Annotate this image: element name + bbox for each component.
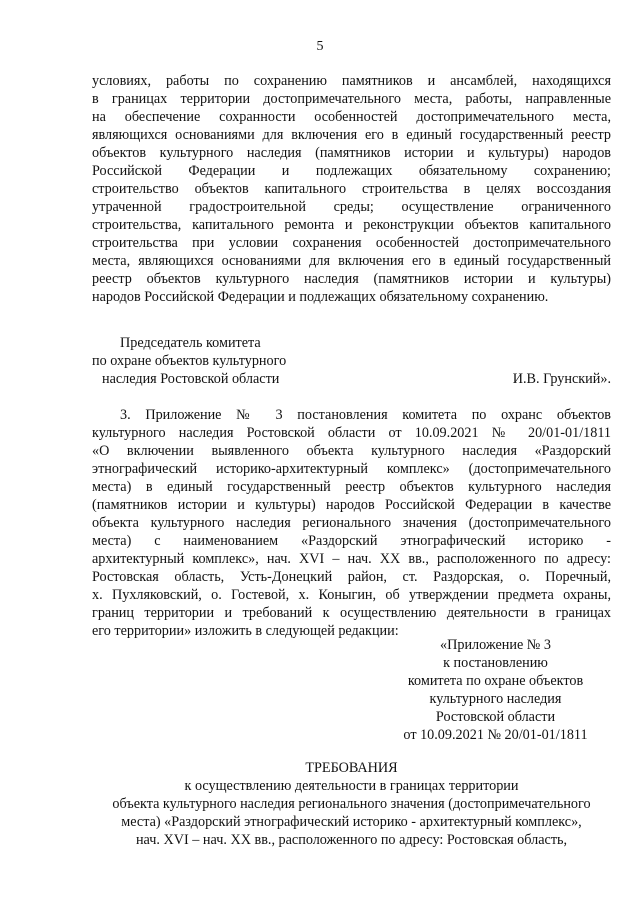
item3-line: (памятников истории и культуры) народов Российской Федерации в качестве — [92, 497, 611, 513]
paragraph-line: Российской Федерации и подлежащих обязательному сохранению; — [92, 163, 611, 179]
item3-line: места) с наименованием «Раздорский этнографический историко - — [92, 533, 611, 549]
item3-line: архитектурный комплекс», нач. XVI – нач. XX вв., расположенного по адресу: — [92, 551, 611, 567]
signature-position-line: по охране объектов культурного — [92, 353, 287, 369]
appendix-header-line: культурного наследия — [429, 691, 562, 707]
paragraph-line: народов Российской Федерации и подлежащих обязательному сохранению. — [92, 289, 549, 305]
paragraph-line: объектов культурного наследия (памятников истории и культуры) народов — [92, 145, 611, 161]
requirements-title: ТРЕБОВАНИЯ — [305, 760, 398, 776]
item3-line: х. Пухляковский, о. Гостевой, х. Коныгин, об утверждении предмета охраны, — [92, 587, 611, 603]
appendix-header-line: «Приложение № 3 — [440, 637, 551, 653]
item3-line: «О включении выявленного объекта культурного наследия «Раздорский — [92, 443, 611, 459]
appendix-header-line: от 10.09.2021 № 20/01-01/1811 — [403, 727, 588, 743]
signature-position-line: наследия Ростовской области — [102, 371, 280, 387]
paragraph-line: строительство объектов капитального строительства в целях воссоздания — [92, 181, 611, 197]
item3-line: культурного наследия Ростовской области от 10.09.2021 № 20/01-01/1811 — [92, 425, 611, 441]
paragraph-line: реестр объектов культурного наследия (памятников истории и культуры) — [92, 271, 611, 287]
paragraph-line: строительства, капитального ремонта и реконструкции объектов капитального — [92, 217, 611, 233]
paragraph-line: в границах территории достопримечательного места, работы, направленные — [92, 91, 611, 107]
item3-line: Ростовская область, Усть-Донецкий район, ст. Раздорская, о. Поречный, — [92, 569, 611, 585]
requirements-subtitle-line: объекта культурного наследия регионального значения (достопримечательного — [112, 796, 591, 812]
paragraph-line: являющихся основаниями для включения его в единый государственный реестр — [92, 127, 611, 143]
appendix-header-line: комитета по охране объектов — [407, 673, 584, 689]
item3-line: места) в единый государственный реестр объектов культурного наследия — [92, 479, 611, 495]
requirements-subtitle-line: к осуществлению деятельности в границах территории — [184, 778, 519, 794]
appendix-header-line: к постановлению — [443, 655, 548, 671]
paragraph-line: на обеспечение сохранности особенностей достопримечательного места, — [92, 109, 611, 125]
item3-line: 3. Приложение № 3 постановления комитета по охранс объектов — [120, 407, 611, 423]
paragraph-line: строительства при условии сохранения особенностей достопримечательного — [92, 235, 611, 251]
appendix-header-line: Ростовской области — [435, 709, 556, 725]
requirements-subtitle-line: нач. XVI – нач. XX вв., расположенного по адресу: Ростовская область, — [135, 832, 568, 848]
paragraph-line: утраченной градостроительной среды; осуществление ограниченного — [92, 199, 611, 215]
item3-line: этнографический историко-архитектурный комплекс» (достопримечательного — [92, 461, 611, 477]
signature-position-line: Председатель комитета — [120, 335, 261, 351]
requirements-subtitle-line: места) «Раздорский этнографический историко - архитектурный комплекс», — [121, 814, 582, 830]
paragraph-line: условиях, работы по сохранению памятников и ансамблей, находящихся — [92, 73, 611, 89]
item3-line: границ территории и требований к осуществлению деятельности в границах — [92, 605, 611, 621]
page-number: 5 — [316, 39, 324, 54]
signatory-name: И.В. Грунский». — [512, 371, 611, 387]
item3-line: объекта культурного наследия регионального значения (достопримечательного — [92, 515, 611, 531]
paragraph-line: места, являющихся основаниями для включения его в единый государственный — [92, 253, 611, 269]
item3-line: его территории» изложить в следующей редакции: — [92, 623, 399, 639]
